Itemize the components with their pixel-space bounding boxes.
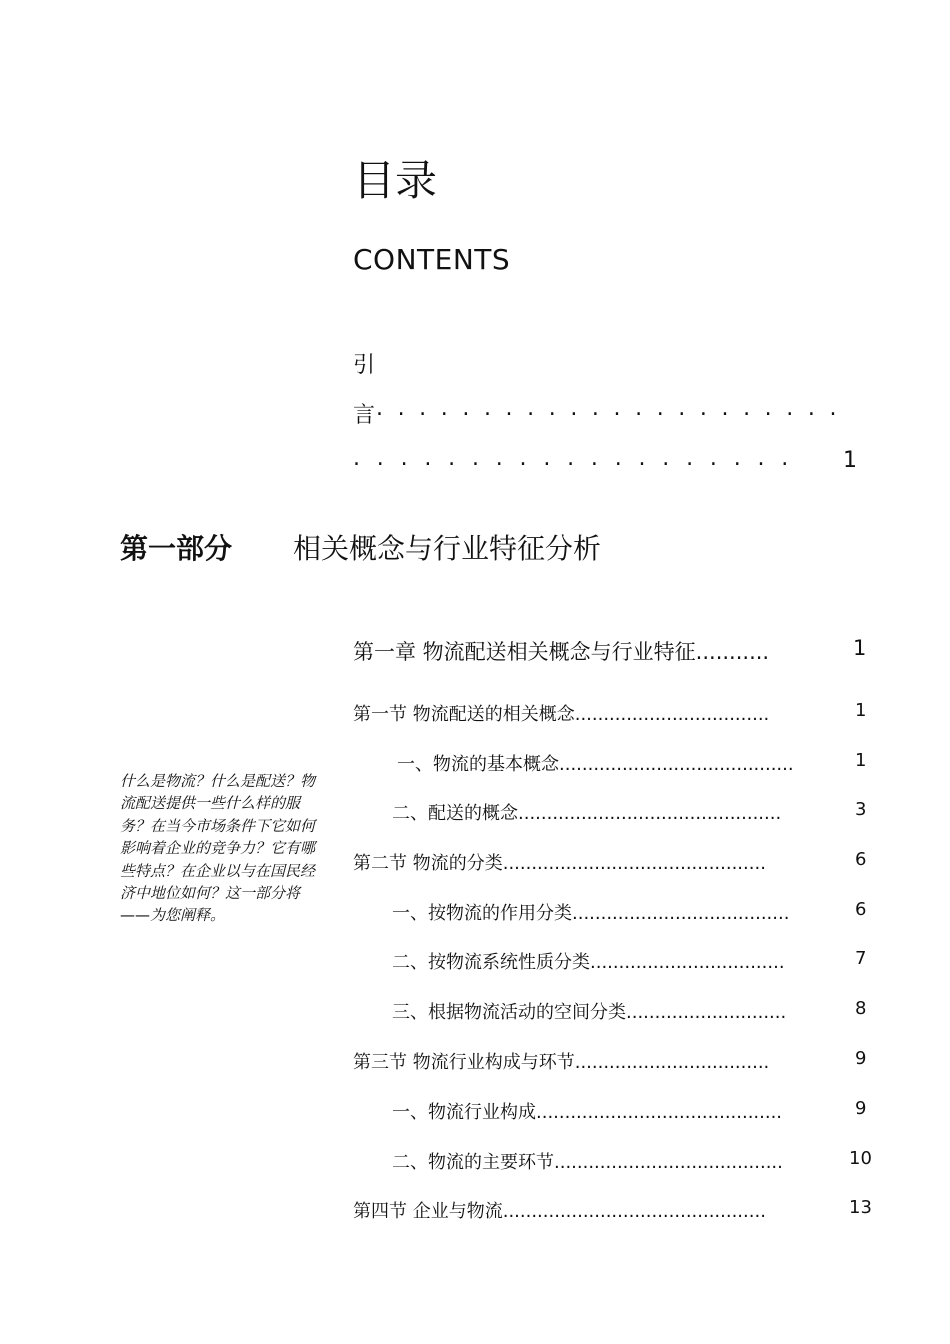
toc-entry-page: 1 [855, 700, 867, 721]
toc-entry-page: 9 [855, 1098, 867, 1119]
toc-entry-text: 二、物流的主要环节........................................ [392, 1152, 783, 1173]
toc-entry-page: 6 [855, 899, 867, 920]
intro-label-line2: 言 [353, 403, 376, 428]
part-sidenote: 什么是物流？什么是配送？物流配送提供一些什么样的服务？在当今市场条件下它如何影响着企业的竞争力？它有哪些特点？在企业以与在国民经济中地位如何？这一部分将——为您阐释。 [120, 772, 316, 925]
toc-entry-page: 1 [855, 750, 867, 771]
toc-title-english: CONTENTS [353, 243, 511, 276]
toc-entry-item-1-2[interactable] [0, 799, 950, 829]
toc-entry-text: 第四节 企业与物流.............................................. [353, 1201, 766, 1222]
toc-entry-item-2-2[interactable] [0, 948, 950, 978]
toc-entry-text: 二、配送的概念.............................................. [392, 803, 782, 824]
toc-entry-text: 第一章 物流配送相关概念与行业特征........... [353, 640, 770, 664]
toc-entry-section-3[interactable] [0, 1048, 950, 1078]
part-label: 第一部分 [120, 532, 233, 565]
toc-entry-text: 第一节 物流配送的相关概念.................................. [353, 704, 770, 725]
toc-entry-text: 二、按物流系统性质分类.................................. [392, 952, 785, 973]
part-title: 相关概念与行业特征分析 [293, 532, 602, 565]
intro-label-line1: 引 [353, 353, 376, 378]
toc-entry-text: 三、根据物流活动的空间分类............................ [392, 1002, 787, 1023]
toc-entry-item-3-2[interactable] [0, 1148, 950, 1178]
intro-leader-dots-row2: ................... [353, 446, 806, 471]
toc-entry-text: 第二节 物流的分类.............................................. [353, 853, 766, 874]
intro-page-number: 1 [843, 448, 857, 473]
toc-entry-page: 7 [855, 948, 867, 969]
toc-entry-page: 6 [855, 849, 867, 870]
toc-entry-page: 13 [849, 1197, 872, 1218]
toc-entry-text: 一、物流行业构成........................................... [392, 1102, 783, 1123]
toc-title-chinese: 目录 [353, 156, 438, 205]
toc-entry-text: 第三节 物流行业构成与环节.................................. [353, 1052, 770, 1073]
toc-entry-page: 3 [855, 799, 867, 820]
toc-entry-section-1[interactable] [0, 700, 950, 730]
toc-entry-item-3-1[interactable] [0, 1098, 950, 1128]
toc-entry-page: 8 [855, 998, 867, 1019]
toc-entry-text: 一、按物流的作用分类...................................... [392, 903, 790, 924]
toc-entry-item-2-3[interactable] [0, 998, 950, 1028]
toc-entry-text: 一、物流的基本概念......................................... [397, 754, 794, 775]
intro-leader-dots-row1: ...................... [376, 396, 852, 421]
toc-entry-item-1-1[interactable] [0, 750, 950, 780]
toc-entry-chapter-1[interactable] [0, 636, 950, 666]
toc-entry-page: 1 [853, 636, 867, 660]
toc-entry-page: 10 [849, 1148, 872, 1169]
toc-entry-item-2-1[interactable] [0, 899, 950, 929]
toc-entry-page: 9 [855, 1048, 867, 1069]
toc-entry-section-2[interactable] [0, 849, 950, 879]
toc-entry-section-4[interactable] [0, 1197, 950, 1227]
